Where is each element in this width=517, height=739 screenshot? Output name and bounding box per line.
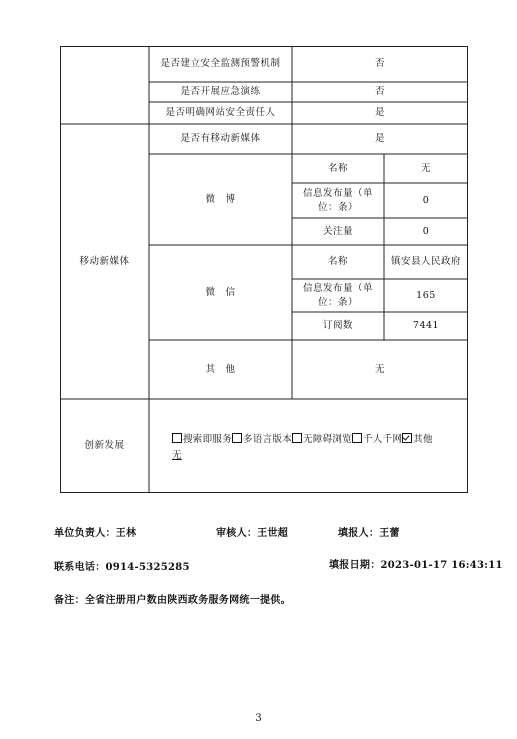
checkbox-search-service[interactable] xyxy=(172,433,182,443)
section-innovation: 创新发展 xyxy=(84,440,125,451)
security-owner-value: 是 xyxy=(374,107,385,118)
has-mobile-label: 是否有移动新媒体 xyxy=(180,133,261,144)
checkbox-personalized[interactable] xyxy=(352,433,362,443)
innovation-other-text: 无 xyxy=(172,450,182,461)
wechat-name-value: 镇安县人民政府 xyxy=(390,256,461,267)
weibo-posts-value: 0 xyxy=(422,194,430,206)
emergency-drill-label: 是否开展应急演练 xyxy=(180,86,261,97)
option-multilingual[interactable]: 多语言版本 xyxy=(232,434,292,445)
option-search-service[interactable]: 搜索即服务 xyxy=(172,434,232,445)
weibo-name-label: 名称 xyxy=(327,162,348,174)
security-monitor-label: 是否建立安全监测预警机制 xyxy=(160,58,281,69)
report-table xyxy=(60,46,468,493)
contact-phone: 联系电话：0914-5325285 xyxy=(54,562,190,573)
wechat-posts-value: 165 xyxy=(416,289,436,301)
wechat-name-label: 名称 xyxy=(327,256,348,267)
weibo-followers-label: 关注量 xyxy=(322,225,353,237)
wechat-posts-label: 信息发布量（单位：条） xyxy=(302,282,373,308)
reviewer: 审核人：王世超 xyxy=(216,528,289,539)
weibo-label: 微 博 xyxy=(205,193,236,205)
fill-date: 填报日期：2023-01-17 16:43:11 xyxy=(329,560,503,571)
emergency-drill-value: 否 xyxy=(374,86,385,97)
option-personalized[interactable]: 千人千网 xyxy=(352,434,402,445)
has-mobile-value: 是 xyxy=(374,133,385,144)
weibo-name-value: 无 xyxy=(420,162,431,174)
checkbox-accessibility[interactable] xyxy=(292,433,302,443)
footnote: 备注：全省注册用户数由陕西政务服务网统一提供。 xyxy=(54,595,291,606)
section-mobile-media: 移动新媒体 xyxy=(79,255,130,267)
wechat-label: 微 信 xyxy=(205,286,236,298)
unit-leader: 单位负责人：王林 xyxy=(54,528,137,539)
filler: 填报人：王蕾 xyxy=(338,528,400,539)
option-accessibility[interactable]: 无障碍浏览 xyxy=(292,434,352,445)
wechat-subs-value: 7441 xyxy=(412,320,440,331)
page-number: 3 xyxy=(255,713,262,724)
security-owner-label: 是否明确网站安全责任人 xyxy=(165,107,276,118)
security-monitor-value: 否 xyxy=(374,58,385,69)
checkbox-multilingual[interactable] xyxy=(232,433,242,443)
weibo-followers-value: 0 xyxy=(422,225,430,237)
weibo-posts-label: 信息发布量（单位：条） xyxy=(302,187,373,213)
other-media-label: 其 他 xyxy=(205,363,236,375)
innovation-options xyxy=(172,432,433,464)
checkbox-other-checked[interactable] xyxy=(402,433,412,443)
other-media-value: 无 xyxy=(374,363,385,375)
option-other[interactable]: 其他 xyxy=(402,434,433,445)
wechat-subs-label: 订阅数 xyxy=(322,320,353,331)
